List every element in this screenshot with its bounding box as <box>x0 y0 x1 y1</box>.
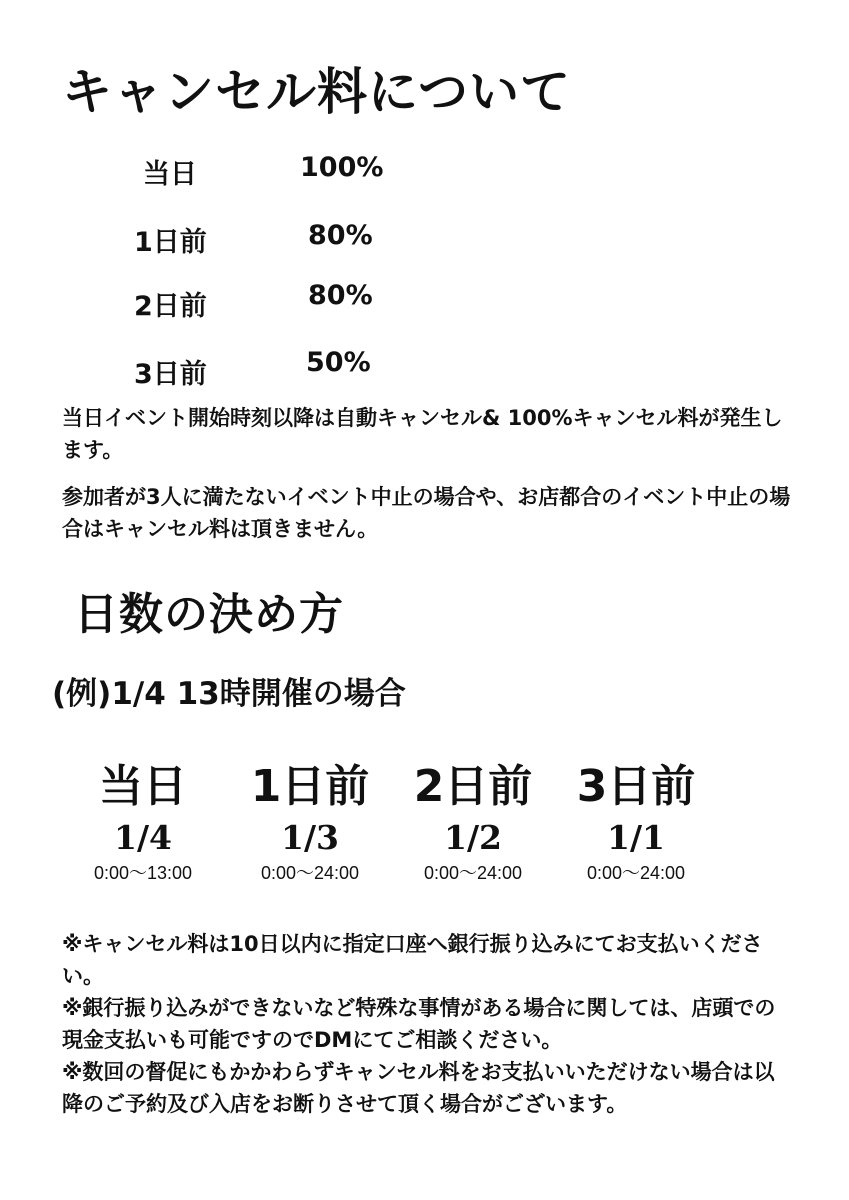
schedule-head: 当日 <box>99 761 187 812</box>
cash-payment-note: ※銀行振り込みができないなど特殊な事情がある場合に関しては、店頭での現金支払いも可能ですのでDMにてご相談ください。 <box>62 996 776 1052</box>
schedule-head: 3日前 <box>576 761 696 812</box>
schedule-head: 1日前 <box>250 761 370 812</box>
schedule-time: 0:00〜24:00 <box>586 863 686 883</box>
schedule-head: 2日前 <box>413 761 533 812</box>
schedule-date: 1/3 <box>281 818 339 857</box>
fee-label-same-day: 当日 <box>143 159 197 190</box>
fee-value-same-day: 100% <box>300 152 384 183</box>
fee-label-2-day: 2日前 <box>134 291 207 322</box>
fee-value-3-day: 50% <box>306 347 371 378</box>
refusal-note: ※数回の督促にもかかわらずキャンセル料をお支払いいただけない場合は以降のご予約及び入店をお断りさせて頂く場合がございます。 <box>62 1060 775 1116</box>
schedule-time: 0:00〜24:00 <box>423 863 523 883</box>
auto-cancel-note: 当日イベント開始時刻以降は自動キャンセル& 100%キャンセル料が発生します。 <box>62 406 783 462</box>
schedule-date: 1/1 <box>607 818 665 857</box>
cancel-fee-title: キャンセル料について <box>62 63 571 121</box>
fee-value-2-day: 80% <box>308 280 373 311</box>
fee-label-3-day: 3日前 <box>134 359 207 390</box>
schedule-column-1-day <box>230 750 390 885</box>
event-cancel-note: 参加者が3人に満たないイベント中止の場合や、お店都合のイベント中止の場合はキャンセル料は頂きません。 <box>62 485 791 541</box>
schedule-time: 0:00〜13:00 <box>93 863 193 883</box>
example-label: (例)1/4 13時開催の場合 <box>52 676 406 712</box>
payment-deadline-note: ※キャンセル料は10日以内に指定口座へ銀行振り込みにてお支払いください。 <box>62 932 763 988</box>
schedule-time: 0:00〜24:00 <box>260 863 360 883</box>
schedule-column-same-day <box>63 750 223 885</box>
footer-notes <box>62 928 787 1120</box>
schedule-column-3-day <box>556 750 716 885</box>
schedule-date: 1/2 <box>444 818 502 857</box>
days-title: 日数の決め方 <box>74 589 344 640</box>
fee-value-1-day: 80% <box>308 220 373 251</box>
schedule-date: 1/4 <box>114 818 172 857</box>
schedule-column-2-day <box>393 750 553 885</box>
fee-label-1-day: 1日前 <box>134 227 207 258</box>
